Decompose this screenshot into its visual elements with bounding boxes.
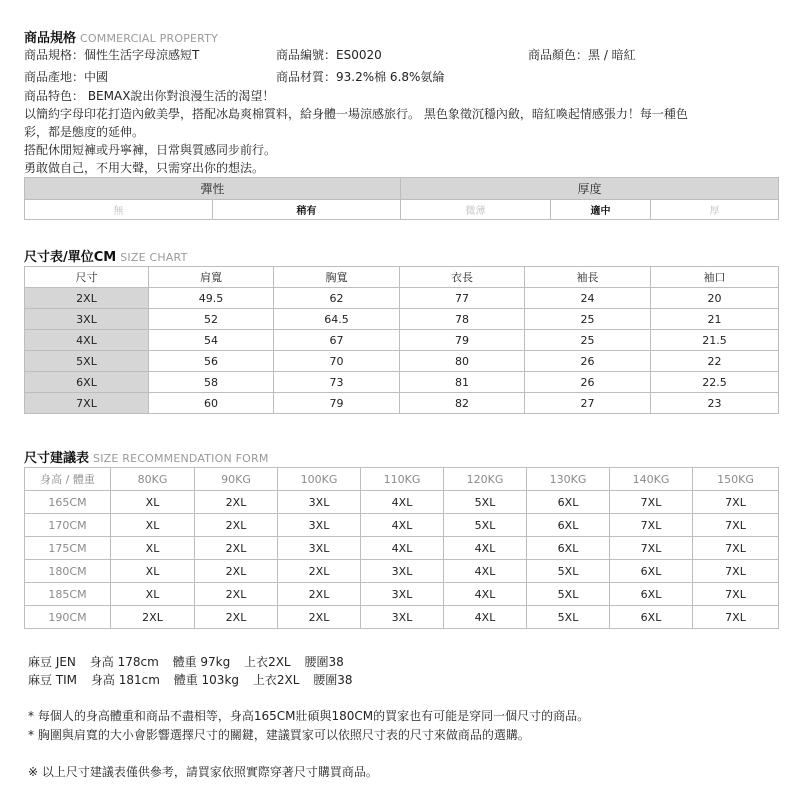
table-cell: 2XL [278,606,361,629]
model-weight: 體重 103kg [173,673,240,687]
table-cell: 4XL [361,537,444,560]
table-cell: 6XL [610,560,693,583]
table-cell: 7XL [693,606,779,629]
spec-product-code: 商品編號：ES0020 [276,48,382,62]
row-label: 3XL [25,309,149,330]
table-cell: 82 [400,393,525,414]
column-header: 身高 / 體重 [25,468,111,491]
column-header: 衣長 [400,267,525,288]
table-cell: 5XL [444,514,527,537]
feature-line: 彩，都是態度的延伸。 [24,125,145,139]
table-cell: 4XL [361,514,444,537]
table-cell: 2XL [195,491,278,514]
elasticity-header: 彈性 [25,178,401,200]
table-row [25,583,779,606]
table-cell: 79 [400,330,525,351]
attribute-table [24,177,779,220]
table-cell: 80 [400,351,525,372]
size-recommendation-table [24,467,779,629]
table-cell: 4XL [444,537,527,560]
recommendation-title-en: SIZE RECOMMENDATION FORM [93,452,269,465]
table-cell: 3XL [278,514,361,537]
elasticity-option: 無 [25,200,213,220]
feature-line: 搭配休閒短褲或丹寧褲，日常與質感同步前行。 [24,143,277,157]
row-label: 175CM [25,537,111,560]
table-cell: 73 [274,372,400,393]
table-cell: 2XL [195,583,278,606]
column-header: 120KG [444,468,527,491]
product-spec-title-en: COMMERCIAL PROPERTY [80,32,219,45]
elasticity-option-selected: 稍有 [213,200,401,220]
row-label: 165CM [25,491,111,514]
row-label: 170CM [25,514,111,537]
table-cell: 6XL [527,537,610,560]
spec-product-material: 商品材質：93.2%棉 6.8%氨綸 [276,70,445,84]
table-cell: 4XL [444,583,527,606]
table-cell: 26 [525,372,651,393]
table-cell: 3XL [361,560,444,583]
feature-line: 勇敢做自己，不用大聲，只需穿出你的想法。 [24,161,265,175]
table-row [25,309,779,330]
row-label: 4XL [25,330,149,351]
note-fit: * 每個人的身高體重和商品不盡相等，身高165CM壯碩與180CM的買家也有可能是穿同一個尺寸的商品。 [28,709,590,723]
table-cell: 2XL [111,606,195,629]
note-chest-shoulder: * 胸圍與肩寬的大小會影響選擇尺寸的關鍵，建議買家可以依照尺寸表的尺寸來做商品的選購。 [28,728,530,742]
table-cell: XL [111,537,195,560]
column-header: 胸寬 [274,267,400,288]
table-cell: 24 [525,288,651,309]
table-cell: 4XL [361,491,444,514]
table-cell: 23 [651,393,779,414]
table-row [25,560,779,583]
table-cell: 25 [525,330,651,351]
table-cell: 6XL [610,583,693,606]
table-row [25,514,779,537]
table-cell: 3XL [361,583,444,606]
table-cell: 7XL [610,514,693,537]
column-header: 130KG [527,468,610,491]
spec-product-color: 商品顏色：黑 / 暗紅 [528,48,636,62]
model-waist: 腰圍38 [304,655,344,669]
recommendation-title: 尺寸建議表 [24,451,90,466]
column-header: 尺寸 [25,267,149,288]
table-cell: 5XL [527,560,610,583]
table-cell: 2XL [278,560,361,583]
model-name: 麻豆 JEN [28,655,76,669]
table-cell: 2XL [195,514,278,537]
row-label: 185CM [25,583,111,606]
column-header: 袖長 [525,267,651,288]
model-weight: 體重 97kg [172,655,231,669]
thickness-header: 厚度 [401,178,779,200]
row-label: 190CM [25,606,111,629]
table-cell: 60 [149,393,274,414]
table-cell: 58 [149,372,274,393]
table-cell: 6XL [610,606,693,629]
row-label: 7XL [25,393,149,414]
column-header: 袖口 [651,267,779,288]
size-chart-header-row [25,267,779,288]
model-tim [28,671,363,688]
table-cell: 27 [525,393,651,414]
table-cell: 2XL [195,537,278,560]
model-name: 麻豆 TIM [28,673,78,687]
table-cell: 3XL [278,537,361,560]
table-cell: 7XL [610,491,693,514]
model-height: 身高 178cm [89,655,159,669]
column-header: 110KG [361,468,444,491]
size-chart-heading [24,246,187,265]
table-cell: 54 [149,330,274,351]
table-cell: 22 [651,351,779,372]
table-row [25,537,779,560]
thickness-option-selected: 適中 [551,200,651,220]
column-header: 140KG [610,468,693,491]
size-chart-title: 尺寸表/單位CM [24,250,117,265]
table-cell: 21.5 [651,330,779,351]
table-row [25,491,779,514]
table-cell: XL [111,491,195,514]
table-cell: 4XL [444,560,527,583]
table-row [25,393,779,414]
feature-line: 以簡約字母印花打造內斂美學，搭配冰島爽棉質料，給身體一場涼感旅行。 黑色象徵沉穩內斂，暗紅喚起情感張力！每一種色 [24,107,688,121]
table-cell: 62 [274,288,400,309]
table-cell: 52 [149,309,274,330]
table-cell: 81 [400,372,525,393]
table-cell: XL [111,514,195,537]
size-chart-title-en: SIZE CHART [120,251,188,264]
column-header: 150KG [693,468,779,491]
model-top-size: 上衣2XL [252,673,300,687]
thickness-option: 厚 [651,200,779,220]
size-chart-table [24,266,779,414]
table-row [25,330,779,351]
table-cell: 4XL [444,606,527,629]
table-row [25,606,779,629]
column-header: 100KG [278,468,361,491]
table-cell: 22.5 [651,372,779,393]
table-cell: 49.5 [149,288,274,309]
table-cell: 56 [149,351,274,372]
table-cell: 79 [274,393,400,414]
table-cell: 26 [525,351,651,372]
row-label: 2XL [25,288,149,309]
table-cell: 25 [525,309,651,330]
table-row [25,372,779,393]
table-cell: XL [111,560,195,583]
model-top-size: 上衣2XL [244,655,291,669]
table-cell: 2XL [195,606,278,629]
column-header: 90KG [195,468,278,491]
spec-product-origin: 商品產地：中國 [24,70,109,84]
table-cell: 21 [651,309,779,330]
note-disclaimer: ※ 以上尺寸建議表僅供參考，請買家依照實際穿著尺寸購買商品。 [28,765,378,779]
table-cell: 7XL [693,560,779,583]
table-row [25,351,779,372]
product-spec-heading [24,27,218,46]
column-header: 80KG [111,468,195,491]
feature-line: 商品特色： BEMAX說出你對浪漫生活的渴望！ [24,89,275,103]
table-cell: 5XL [527,583,610,606]
model-jen [28,653,354,670]
table-cell: 6XL [527,514,610,537]
spec-product-name: 商品規格：個性生活字母涼感短T [24,48,200,62]
model-waist: 腰圍38 [313,673,353,687]
table-cell: 7XL [693,514,779,537]
product-spec-title: 商品規格 [24,31,77,46]
table-cell: 2XL [195,560,278,583]
table-row [25,288,779,309]
table-cell: 7XL [610,537,693,560]
recommendation-header-row [25,468,779,491]
table-cell: 3XL [278,491,361,514]
row-label: 5XL [25,351,149,372]
table-cell: 64.5 [274,309,400,330]
table-cell: 5XL [444,491,527,514]
table-cell: 2XL [278,583,361,606]
recommendation-heading [24,447,269,466]
table-cell: XL [111,583,195,606]
table-cell: 77 [400,288,525,309]
table-cell: 6XL [527,491,610,514]
table-cell: 5XL [527,606,610,629]
table-cell: 70 [274,351,400,372]
table-cell: 20 [651,288,779,309]
table-cell: 78 [400,309,525,330]
table-cell: 3XL [361,606,444,629]
table-cell: 67 [274,330,400,351]
table-cell: 7XL [693,583,779,606]
thickness-option: 微薄 [401,200,551,220]
model-height: 身高 181cm [90,673,160,687]
row-label: 6XL [25,372,149,393]
table-cell: 7XL [693,491,779,514]
row-label: 180CM [25,560,111,583]
column-header: 肩寬 [149,267,274,288]
table-cell: 7XL [693,537,779,560]
